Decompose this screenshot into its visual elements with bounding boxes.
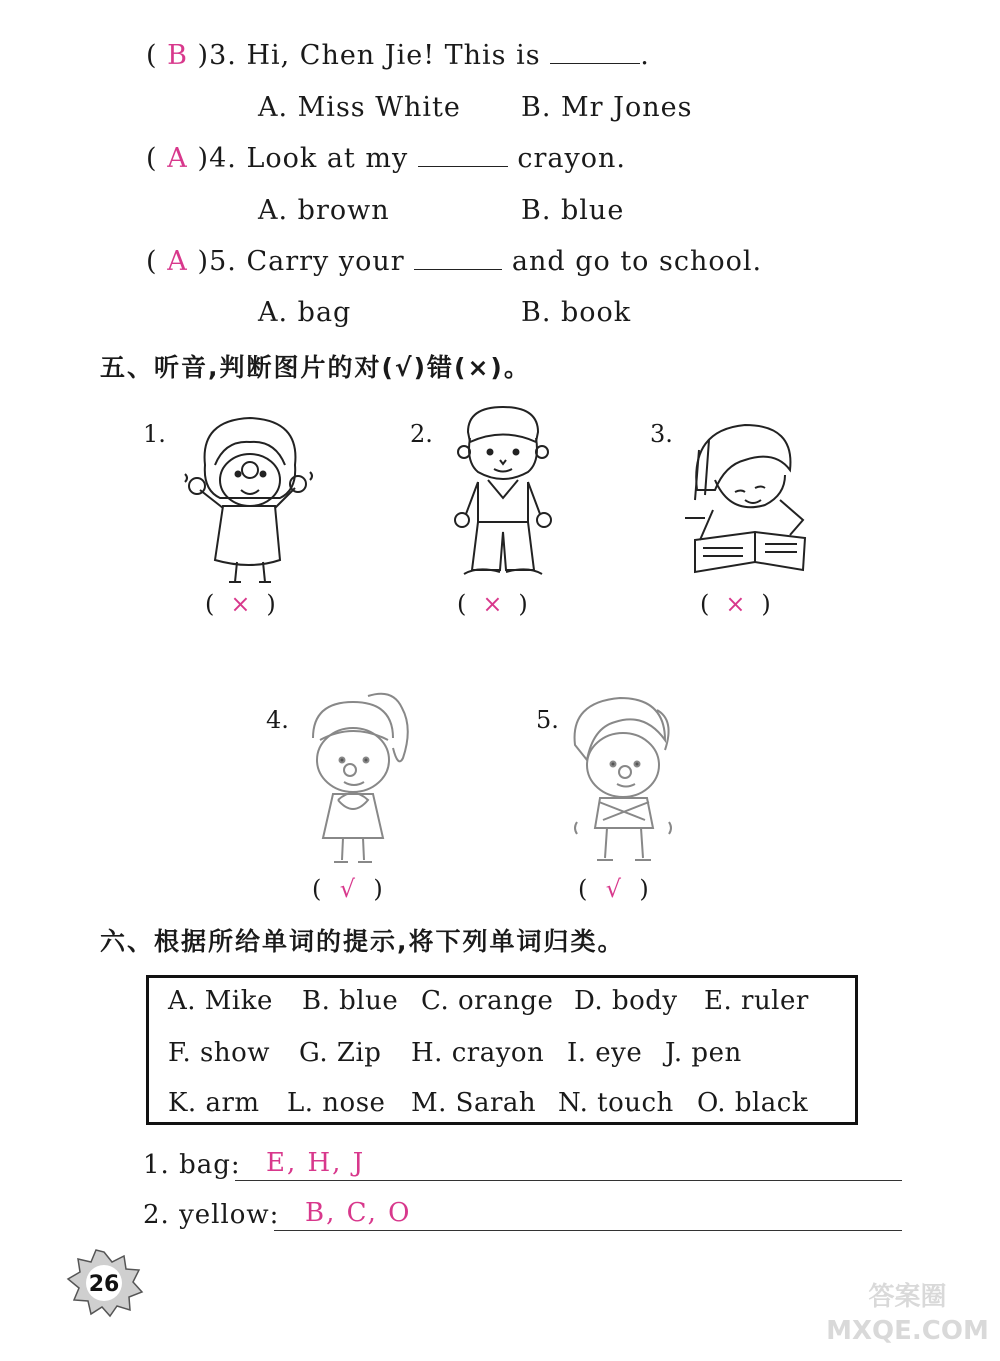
word-bank-box xyxy=(146,975,858,1125)
category-yellow-label: 2. yellow: xyxy=(143,1200,280,1230)
answer-blank xyxy=(418,144,508,167)
page-number-badge xyxy=(66,1250,142,1316)
question-3-stem: ( B )3. Hi, Chen Jie! This is . xyxy=(146,40,650,71)
question-5-stem: ( A )5. Carry your and go to school. xyxy=(146,246,763,277)
page-number: 26 xyxy=(88,1272,120,1297)
section-5-title: 五、听音,判断图片的对(√)错(×)。 xyxy=(100,353,531,382)
boy-reading-picture xyxy=(685,420,815,580)
picture-number-3: 3. xyxy=(650,420,673,448)
option-b: B. blue xyxy=(521,195,625,226)
picture-number-5: 5. xyxy=(536,706,559,734)
option-a: A. brown xyxy=(258,195,390,226)
word-item: B. blue xyxy=(302,986,399,1016)
word-item: E. ruler xyxy=(704,986,809,1016)
word-item: J. pen xyxy=(665,1038,742,1068)
word-item: G. Zip xyxy=(299,1038,382,1068)
word-item: N. touch xyxy=(558,1088,674,1118)
word-item: C. orange xyxy=(421,986,554,1016)
word-item: F. show xyxy=(168,1038,271,1068)
judgment-mark-3: ( × ) xyxy=(700,590,771,618)
answer-blank xyxy=(414,247,502,270)
answer-mark: A xyxy=(167,143,188,174)
judgment-mark-1: ( × ) xyxy=(205,590,276,618)
word-item: M. Sarah xyxy=(411,1088,537,1118)
word-item: H. crayon xyxy=(411,1038,545,1068)
word-item: I. eye xyxy=(567,1038,643,1068)
girl-waving-picture xyxy=(175,410,325,590)
question-4-stem: ( A )4. Look at my crayon. xyxy=(146,143,627,174)
section-6-title: 六、根据所给单词的提示,将下列单词归类。 xyxy=(100,927,625,956)
category-bag-answer: E, H, J xyxy=(266,1148,366,1178)
answer-mark: B xyxy=(167,40,188,71)
word-item: D. body xyxy=(574,986,678,1016)
picture-number-2: 2. xyxy=(410,420,433,448)
judgment-mark-5: ( √ ) xyxy=(578,875,649,903)
answer-line xyxy=(235,1180,902,1181)
boy-standing-picture xyxy=(448,402,558,582)
watermark-logo: 答案圈 MXQE.COM xyxy=(826,1282,989,1346)
word-item: O. black xyxy=(697,1088,809,1118)
option-b: B. book xyxy=(521,297,632,328)
word-item: A. Mike xyxy=(168,986,273,1016)
picture-number-1: 1. xyxy=(143,420,166,448)
answer-line xyxy=(274,1230,902,1231)
girl-clapping-picture xyxy=(298,688,418,868)
word-item: L. nose xyxy=(287,1088,386,1118)
category-yellow-answer: B, C, O xyxy=(305,1198,412,1228)
judgment-mark-2: ( × ) xyxy=(457,590,528,618)
option-a: A. bag xyxy=(258,297,352,328)
picture-number-4: 4. xyxy=(266,706,289,734)
word-item: K. arm xyxy=(168,1088,260,1118)
answer-blank xyxy=(550,41,640,64)
answer-mark: A xyxy=(167,246,188,277)
judgment-mark-4: ( √ ) xyxy=(312,875,383,903)
category-bag-label: 1. bag: xyxy=(143,1150,241,1180)
girl-arms-crossed-picture xyxy=(565,690,685,870)
option-a: A. Miss White xyxy=(258,92,461,123)
option-b: B. Mr Jones xyxy=(521,92,693,123)
